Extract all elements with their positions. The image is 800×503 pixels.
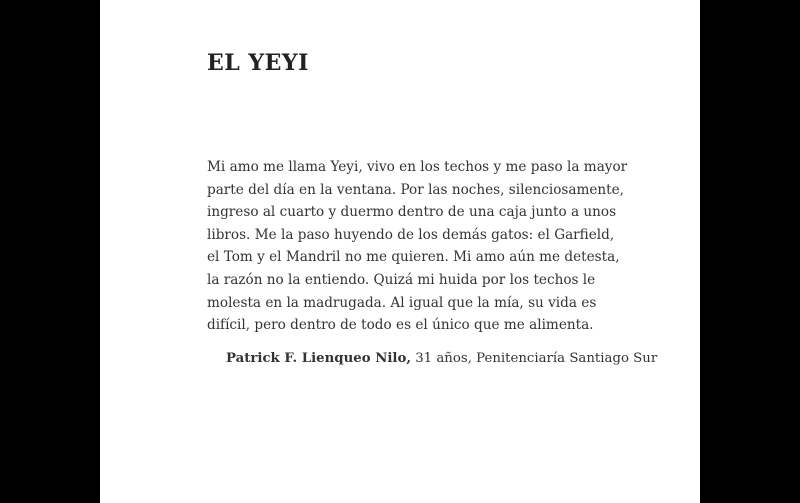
author-signature — [226, 351, 657, 366]
story-line: la razón no la entiendo. Quizá mi huida por los techos le — [207, 271, 596, 288]
story-line: libros. Me la paso huyendo de los demás gatos: el Garfield, — [207, 226, 615, 243]
story-line: difícil, pero dentro de todo es el único que me alimenta. — [207, 317, 594, 334]
document-page — [100, 0, 700, 503]
story-paragraph — [207, 156, 647, 337]
story-line: molesta en la madrugada. Al igual que la mía, su vida es — [207, 294, 597, 311]
author-details: 31 años, Penitenciaría Santiago Sur — [410, 351, 658, 366]
story-line: ingreso al cuarto y duermo dentro de una caja junto a unos — [207, 204, 617, 221]
story-line: Mi amo me llama Yeyi, vivo en los techos y me paso la mayor — [207, 159, 628, 175]
story-line: el Tom y el Mandril no me quieren. Mi amo aún me detesta, — [207, 249, 620, 266]
story-line: parte del día en la ventana. Por las noches, silenciosamente, — [207, 181, 624, 198]
author-name: Patrick F. Lienqueo Nilo, — [226, 351, 411, 366]
document-title: EL YEYI — [207, 50, 309, 76]
